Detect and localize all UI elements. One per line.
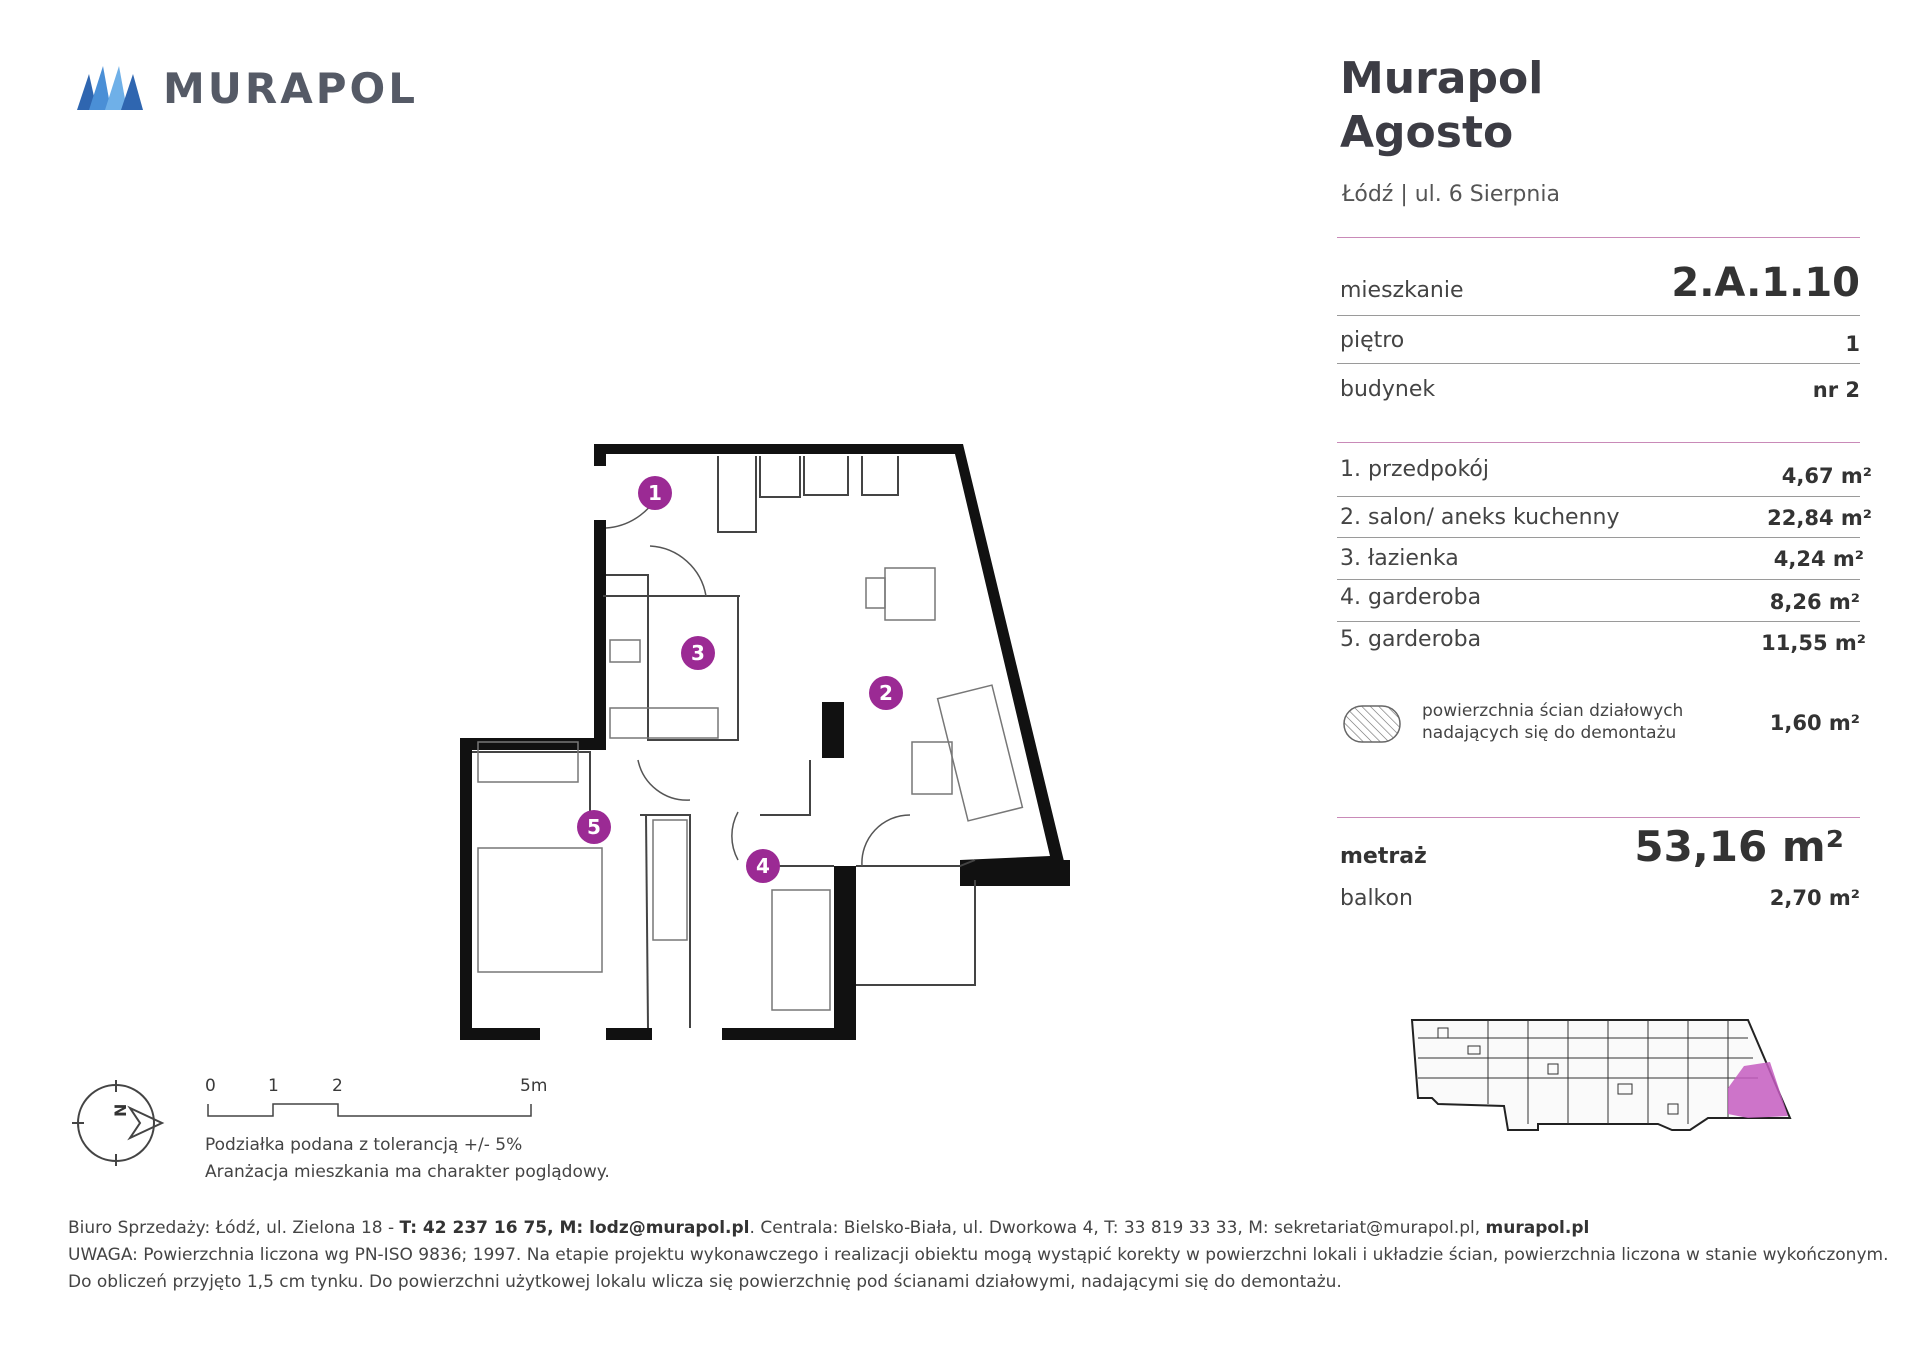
apartment-label: mieszkanie <box>1340 278 1464 303</box>
scale-bar <box>205 1100 545 1124</box>
scale-tolerance-note: Podziałka podana z tolerancją +/- 5% <box>205 1135 523 1155</box>
project-name-line1: Murapol <box>1340 53 1544 104</box>
brand-name: MURAPOL <box>163 64 418 113</box>
room-3-label: 3. łazienka <box>1340 546 1459 571</box>
room-1-label: 1. przedpokój <box>1340 457 1489 482</box>
divider <box>1337 315 1860 316</box>
room-4-area: 8,26 m² <box>1769 590 1860 614</box>
footer-headquarters: . Centrala: Bielsko-Biała, ul. Dworkowa 4, T: 33 819 33 33, M: sekretariat@murapol.pl, <box>749 1218 1486 1238</box>
room-marker-label-3: 3 <box>691 641 705 665</box>
compass-icon <box>70 1078 170 1168</box>
room-marker-label-5: 5 <box>587 815 601 839</box>
scale-tick-2: 2 <box>332 1076 343 1096</box>
room-marker-label-2: 2 <box>879 681 893 705</box>
footer-contact <box>68 1218 1589 1238</box>
room-5-label: 5. garderoba <box>1340 627 1482 652</box>
room-4-label: 4. garderoba <box>1340 585 1482 610</box>
murapol-logo-icon <box>75 60 155 120</box>
divider <box>1337 817 1860 818</box>
footer-plaster-note: Do obliczeń przyjęto 1,5 cm tynku. Do powierzchni użytkowej lokalu wlicza się powierzchnię pod ścianami działowymi, nadającymi się do demontażu. <box>68 1272 1342 1292</box>
apartment-number: 2.A.1.10 <box>1671 260 1860 306</box>
balcony-label: balkon <box>1340 886 1413 911</box>
floor-label: piętro <box>1340 328 1405 353</box>
floor-plan <box>440 430 1080 1050</box>
murapol-logo <box>75 60 418 120</box>
project-address: Łódź | ul. 6 Sierpnia <box>1342 182 1560 207</box>
room-markers <box>577 476 903 883</box>
walls-area: 1,60 m² <box>1769 711 1860 735</box>
room-3-area: 4,24 m² <box>1773 547 1864 571</box>
floor-plan-furniture <box>478 568 1022 1010</box>
scale-tick-5m: 5m <box>520 1076 548 1096</box>
floor-plan-doors <box>606 486 910 866</box>
walls-legend-line2: nadających się do demontażu <box>1422 723 1677 743</box>
scale-tick-1: 1 <box>268 1076 279 1096</box>
walls-legend-line1: powierzchnia ścian działowych <box>1422 701 1684 721</box>
scale-tick-0: 0 <box>205 1076 216 1096</box>
divider <box>1337 579 1860 580</box>
room-marker-label-1: 1 <box>648 481 662 505</box>
divider <box>1337 237 1860 238</box>
divider <box>1337 442 1860 443</box>
divider <box>1337 363 1860 364</box>
project-name-line2: Agosto <box>1340 107 1514 158</box>
building-value: nr 2 <box>1812 378 1860 402</box>
balcony-area: 2,70 m² <box>1769 886 1860 910</box>
arrangement-note: Aranżacja mieszkania ma charakter poglądowy. <box>205 1162 610 1182</box>
room-5-area: 11,55 m² <box>1761 631 1866 655</box>
building-key-plan <box>1408 1018 1794 1138</box>
room-1-area: 4,67 m² <box>1781 464 1872 488</box>
divider <box>1337 621 1860 622</box>
room-marker-label-4: 4 <box>756 854 770 878</box>
divider <box>1337 496 1860 497</box>
floor-value: 1 <box>1845 332 1860 356</box>
footer-phone-email: T: 42 237 16 75, M: lodz@murapol.pl <box>399 1218 750 1238</box>
room-2-label: 2. salon/ aneks kuchenny <box>1340 505 1620 530</box>
divider <box>1337 537 1860 538</box>
compass-letter: N <box>111 1103 130 1117</box>
building-label: budynek <box>1340 377 1436 402</box>
footer-office: Biuro Sprzedaży: Łódź, ul. Zielona 18 - <box>68 1218 400 1238</box>
total-area-value: 53,16 m² <box>1634 822 1844 871</box>
total-area-label: metraż <box>1340 844 1427 869</box>
footer-warning: UWAGA: Powierzchnia liczona wg PN-ISO 9836; 1997. Na etapie projektu wykonawczego i realizacji obiektu mogą wystąpić korekty w powierzchni lokali i układzie ścian, powierzchnia liczona w stanie wykończonym. <box>68 1245 1889 1265</box>
room-2-area: 22,84 m² <box>1767 506 1872 530</box>
hatch-swatch-icon <box>1342 704 1402 744</box>
footer-website: murapol.pl <box>1485 1218 1590 1238</box>
